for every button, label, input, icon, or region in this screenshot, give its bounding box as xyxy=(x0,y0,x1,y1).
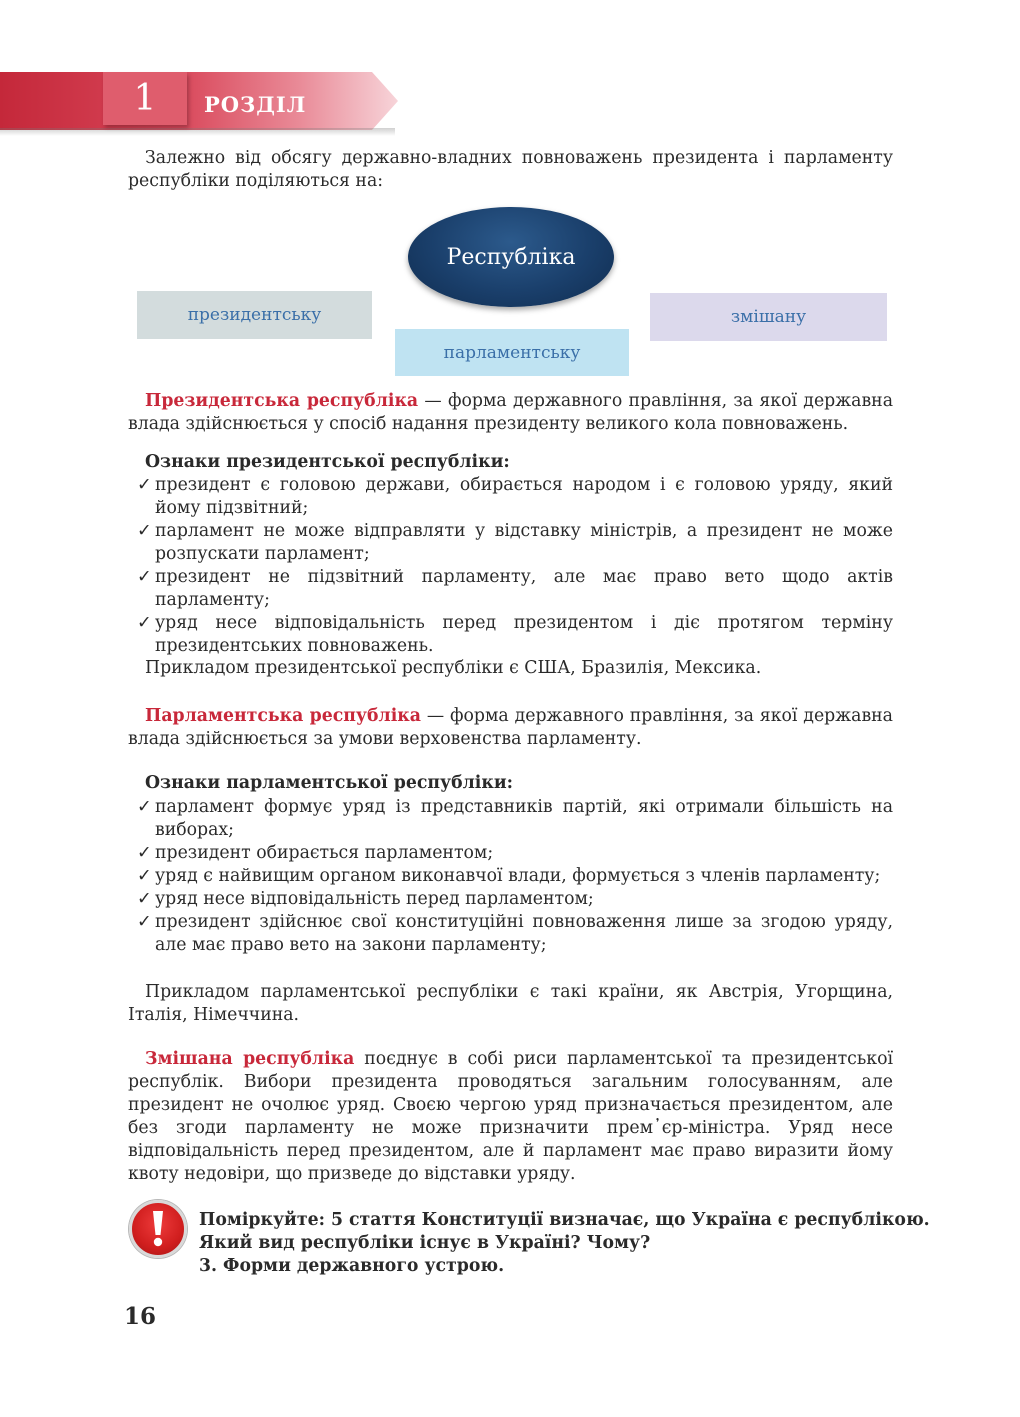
parliamentary-features-heading: Ознаки парламентської республіки: xyxy=(145,773,514,793)
parliamentary-definition-text: — форма державного правління, за якої державна влада здійснюється за умови верховенства парламенту. xyxy=(128,706,893,749)
checkmark-icon: ✓ xyxy=(137,521,152,541)
exclamation-glyph xyxy=(148,1209,168,1249)
checkmark-icon: ✓ xyxy=(137,866,152,886)
parliamentary-example: Прикладом парламентської республіки є такі країни, як Австрія, Угорщина, Італія, Німеччина. xyxy=(128,982,893,1025)
list-item: ✓ президент здійснює свої конституційні повноваження лише за згодою уряду, але має право вето на закони парламенту; xyxy=(137,912,893,955)
header-shadow xyxy=(0,128,395,136)
list-item: ✓ президент є головою держави, обирається народом і є головою уряду, який йому підзвітний; xyxy=(137,475,893,518)
presidential-features-heading: Ознаки президентської республіки: xyxy=(145,452,510,472)
list-item: ✓ уряд несе відповідальність перед парламентом; xyxy=(137,889,594,909)
chapter-number: 1 xyxy=(103,72,187,125)
list-item: ✓ президент не підзвітний парламенту, але має право вето щодо актів парламенту; xyxy=(137,567,893,610)
checkmark-icon: ✓ xyxy=(137,889,152,909)
checkmark-icon: ✓ xyxy=(137,797,152,817)
checkmark-icon: ✓ xyxy=(137,567,152,587)
checkmark-icon: ✓ xyxy=(137,843,152,863)
list-item: ✓ президент обирається парламентом; xyxy=(137,843,494,863)
presidential-features-list xyxy=(135,474,893,658)
think-callout xyxy=(199,1209,930,1278)
list-item: ✓ уряд є найвищим органом виконавчої влади, формується з членів парламенту; xyxy=(137,866,881,886)
diagram-box-mixed: змішану xyxy=(650,293,887,341)
diagram-center-republic: Республіка xyxy=(408,207,614,307)
checkmark-icon: ✓ xyxy=(137,613,152,633)
list-item: ✓ парламент не може відправляти у відставку міністрів, а президент не може розпускати парламент; xyxy=(137,521,893,564)
list-item: ✓ парламент формує уряд із представників партій, які отримали більшість на виборах; xyxy=(137,797,893,840)
parliamentary-definition xyxy=(128,705,893,751)
page-number: 16 xyxy=(124,1303,157,1330)
chapter-title: РОЗДІЛ xyxy=(204,92,307,117)
parliamentary-features-list xyxy=(135,796,893,957)
diagram-box-presidential: президентську xyxy=(137,291,372,339)
checkmark-icon: ✓ xyxy=(137,912,152,932)
callout-line-1: Поміркуйте: 5 стаття Конституції визначає, що Україна є республікою. xyxy=(199,1210,930,1230)
presidential-term: Президентська республіка xyxy=(145,391,419,411)
diagram-box-parliamentary: парламентську xyxy=(395,329,629,376)
mixed-term: Змішана республіка xyxy=(145,1049,355,1069)
list-item: ✓ уряд несе відповідальність перед президентом і діє протягом терміну президентських повноважень. xyxy=(137,613,893,656)
callout-line-3: 3. Форми державного устрою. xyxy=(199,1256,505,1276)
parliamentary-term: Парламентська республіка xyxy=(145,706,421,726)
chapter-header-band xyxy=(0,72,398,130)
presidential-example: Прикладом президентської республіки є США, Бразилія, Мексика. xyxy=(145,658,762,678)
mixed-definition xyxy=(128,1048,893,1186)
intro-paragraph: Залежно від обсягу державно-владних повноважень президента і парламенту республіки поділяються на: xyxy=(128,148,893,191)
exclamation-icon xyxy=(129,1200,187,1258)
callout-line-2: Який вид республіки існує в Україні? Чому? xyxy=(199,1233,651,1253)
checkmark-icon: ✓ xyxy=(137,475,152,495)
mixed-definition-text: поєднує в собі риси парламентської та президентської республік. Вибори президента проводяться загальним голосуванням, але президент не очолює уряд. Своєю чергою уряд призначається президентом, але без згоди парламенту не може призначити прем᾽єр-міністра. Уряд несе відповідальність перед президентом, але й парламент має право виразити йому квоту недовіри, що призведе до відставки уряду. xyxy=(128,1049,893,1184)
presidential-definition xyxy=(128,390,893,436)
presidential-definition-text: — форма державного правління, за якої державна влада здійснюється у спосіб надання президенту великого кола повноважень. xyxy=(128,391,893,434)
